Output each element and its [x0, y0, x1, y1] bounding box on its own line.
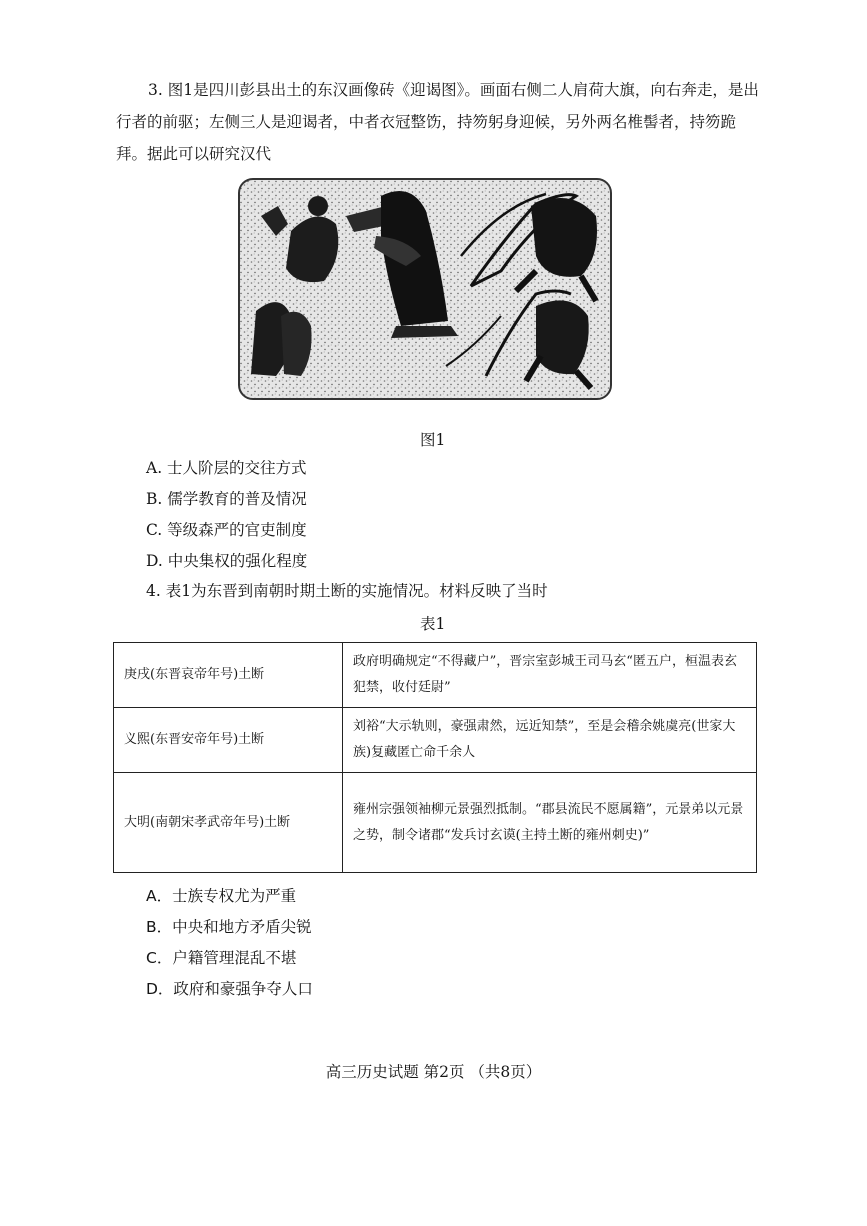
q3-option-b[interactable]: B. 儒学教育的普及情况 [146, 490, 307, 508]
table-cell-name: 义熙(东晋安帝年号)土断 [114, 708, 343, 773]
table-cell-detail: 雍州宗强领袖柳元景强烈抵制。“郡县流民不愿属籍”，元景弟以元景之势，制令诸郡“发兵讨玄谟(主持土断的雍州刺史)” [343, 773, 757, 873]
table-cell-name: 庚戌(东晋哀帝年号)土断 [114, 643, 343, 708]
q4-option-d[interactable]: D．政府和豪强争夺人口 [146, 980, 313, 998]
q4-option-b[interactable]: B．中央和地方矛盾尖锐 [146, 918, 312, 936]
question-4-stem: 4. 表1为东晋到南朝时期土断的实施情况。材料反映了当时 [146, 582, 548, 600]
land-reform-table [113, 642, 757, 873]
q3-option-d[interactable]: D. 中央集权的强化程度 [146, 552, 308, 570]
table-caption: 表1 [420, 615, 446, 633]
q3-option-a[interactable]: A. 士人阶层的交往方式 [146, 459, 307, 477]
table-row [114, 708, 757, 773]
table-cell-detail: 政府明确规定“不得藏户”，晋宗室彭城王司马玄“匿五户，桓温表玄犯禁，收付廷尉” [343, 643, 757, 708]
figure-rubbing-image [236, 176, 614, 402]
table-cell-detail: 刘裕“大示轨则，豪强肃然，远近知禁”，至是会稽余姚虞亮(世家大族)复藏匿亡命千余人 [343, 708, 757, 773]
table-cell-name: 大明(南朝宋孝武帝年号)土断 [114, 773, 343, 873]
figure-caption: 图1 [420, 431, 446, 449]
page-footer: 高三历史试题 第2页 （共8页） [325, 1063, 542, 1081]
question-3-stem: 3. 图1是四川彭县出土的东汉画像砖《迎谒图》。画面右侧二人肩荷大旗，向右奔走，是出行者的前驱；左侧三人是迎谒者，中者衣冠整饬，持笏躬身迎候，另外两名椎髻者，持笏跪拜。据此可以研究汉代 [116, 81, 759, 163]
table-row [114, 773, 757, 873]
table-row [114, 643, 757, 708]
q3-option-c[interactable]: C. 等级森严的官吏制度 [146, 521, 307, 539]
q4-option-a[interactable]: A．士族专权尤为严重 [146, 887, 297, 905]
q4-option-c[interactable]: C．户籍管理混乱不堪 [146, 949, 297, 967]
